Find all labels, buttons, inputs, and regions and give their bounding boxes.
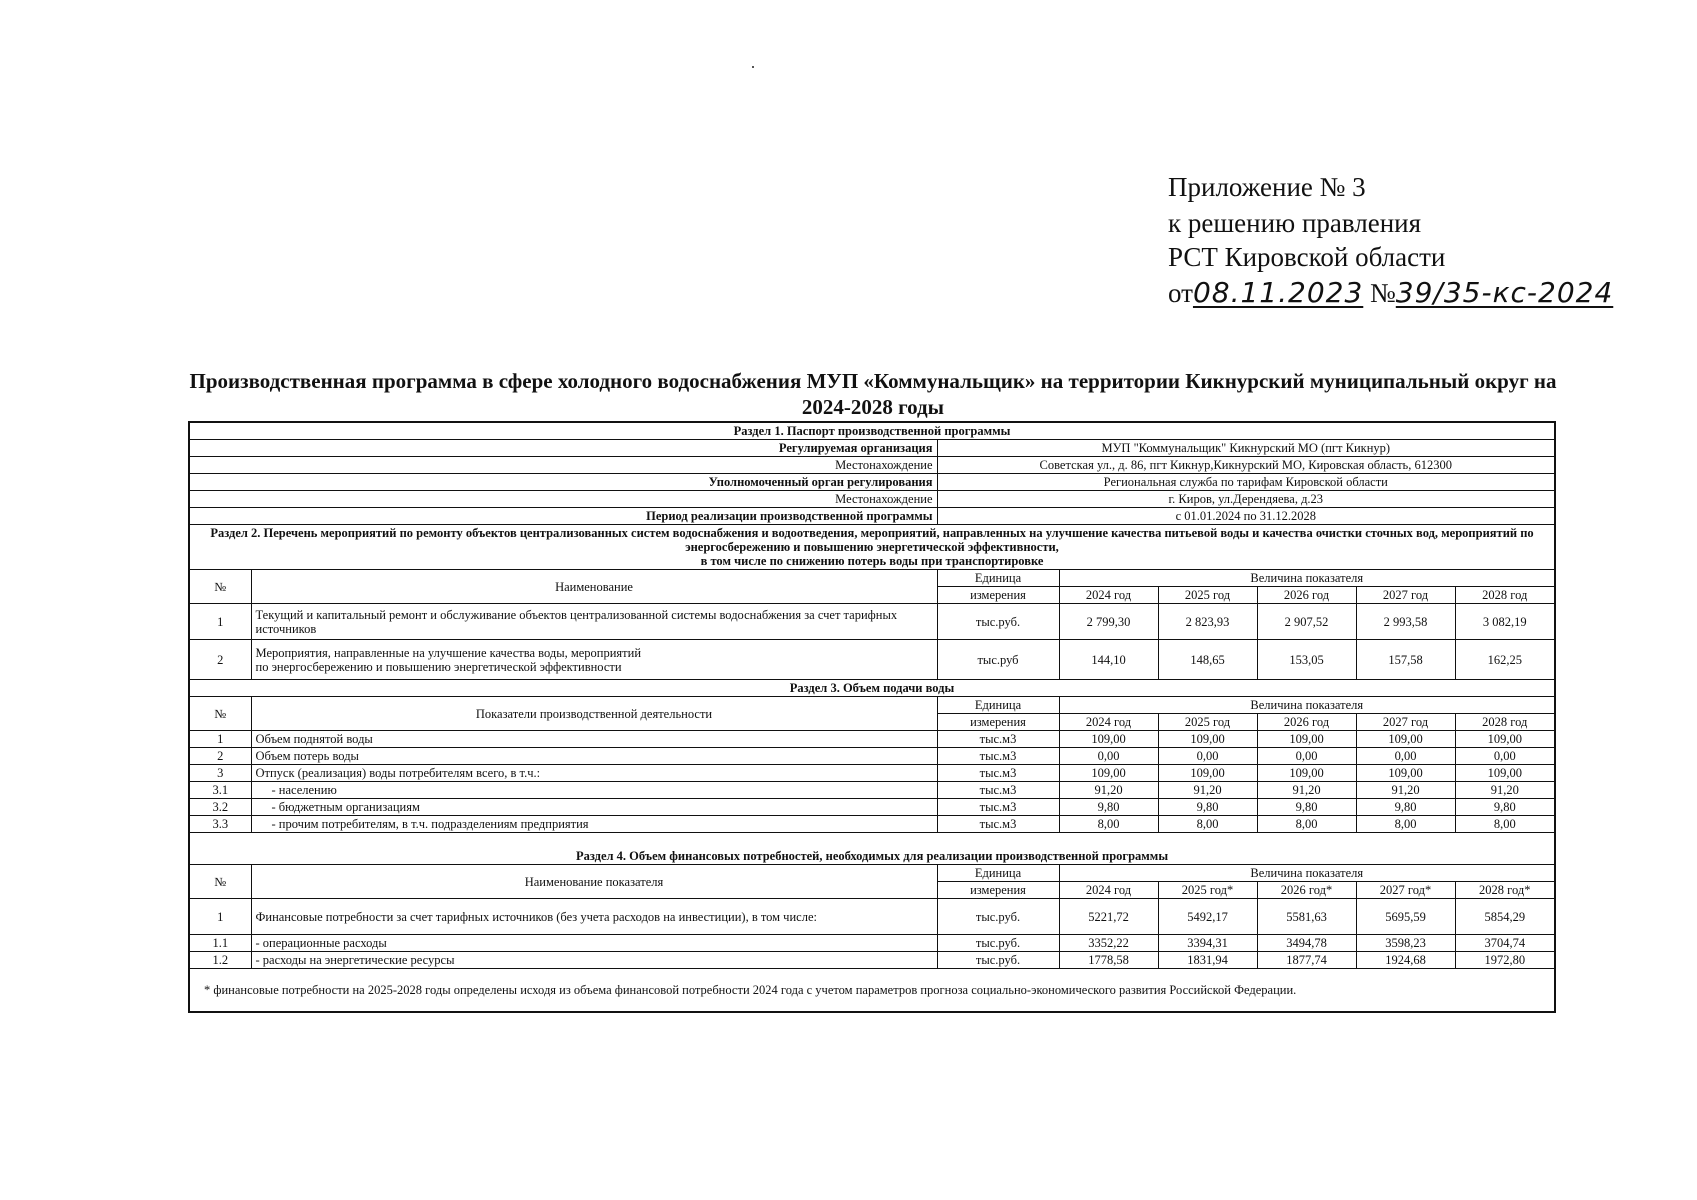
row-name: Финансовые потребности за счет тарифных источников (без учета расходов на инвестиции), в том числе:	[251, 899, 937, 935]
row-value: 2 907,52	[1257, 604, 1356, 640]
passport-label: Местонахождение	[189, 457, 937, 474]
table-row	[189, 640, 1555, 680]
row-num: 1.1	[189, 935, 251, 952]
row-value: 109,00	[1356, 731, 1455, 748]
table-row	[189, 782, 1555, 799]
row-value: 144,10	[1059, 640, 1158, 680]
table-row	[189, 799, 1555, 816]
row-name: - бюджетным организациям	[251, 799, 937, 816]
row-name: - прочим потребителям, в т.ч. подразделениям предприятия	[251, 816, 937, 833]
table-row	[189, 816, 1555, 833]
row-unit: тыс.руб.	[937, 899, 1059, 935]
row-unit: тыс.руб.	[937, 604, 1059, 640]
table-row	[189, 935, 1555, 952]
year-header: 2024 год	[1059, 714, 1158, 731]
row-value: 0,00	[1059, 748, 1158, 765]
col-num-header: №	[189, 865, 251, 899]
row-value: 9,80	[1257, 799, 1356, 816]
row-unit: тыс.м3	[937, 765, 1059, 782]
section2-title	[189, 525, 1555, 570]
row-value: 0,00	[1356, 748, 1455, 765]
row-value: 109,00	[1158, 765, 1257, 782]
row-num: 3.2	[189, 799, 251, 816]
from-prefix: от	[1168, 278, 1193, 308]
year-header: 2027 год	[1356, 587, 1455, 604]
passport-row	[189, 457, 1555, 474]
row-value: 109,00	[1059, 765, 1158, 782]
row-value: 109,00	[1356, 765, 1455, 782]
section4-title: Раздел 4. Объем финансовых потребностей, необходимых для реализации производственной программы	[189, 833, 1555, 865]
passport-value: Региональная служба по тарифам Кировской области	[937, 474, 1555, 491]
row-value: 157,58	[1356, 640, 1455, 680]
col-name-header: Наименование показателя	[251, 865, 937, 899]
row-value: 109,00	[1059, 731, 1158, 748]
footnote: * финансовые потребности на 2025-2028 годы определены исходя из объема финансовой потребности 2024 года с учетом параметров прогноза социально-экономического развития Российской Федерации.	[189, 969, 1555, 1013]
col-unit-header-1: Единица	[937, 865, 1059, 882]
row-num: 1	[189, 731, 251, 748]
row-num: 3.3	[189, 816, 251, 833]
table-row	[189, 731, 1555, 748]
passport-value: МУП "Коммунальщик" Кикнурский МО (пгт Кикнур)	[937, 440, 1555, 457]
row-value: 0,00	[1455, 748, 1555, 765]
row-value: 91,20	[1158, 782, 1257, 799]
col-name-header: Наименование	[251, 570, 937, 604]
passport-label: Регулируемая организация	[189, 440, 937, 457]
row-value: 1831,94	[1158, 952, 1257, 969]
section2-title-line2: в том числе по снижению потерь воды при транспортировке	[700, 554, 1044, 568]
col-unit-header-1: Единица	[937, 570, 1059, 587]
handwritten-number: 39/35-кс-2024	[1395, 276, 1614, 309]
row-value: 148,65	[1158, 640, 1257, 680]
row-unit: тыс.руб.	[937, 935, 1059, 952]
row-value: 153,05	[1257, 640, 1356, 680]
row-value: 3598,23	[1356, 935, 1455, 952]
col-unit-header-2: измерения	[937, 587, 1059, 604]
appendix-date-line	[1168, 276, 1613, 310]
row-name: Текущий и капитальный ремонт и обслуживание объектов централизованной системы водоснабжения за счет тарифных источников	[251, 604, 937, 640]
row-unit: тыс.руб.	[937, 952, 1059, 969]
row-name-line1: Мероприятия, направленные на улучшение качества воды, мероприятий	[255, 645, 642, 660]
row-value: 3494,78	[1257, 935, 1356, 952]
col-value-group-header: Величина показателя	[1059, 697, 1555, 714]
row-value: 9,80	[1059, 799, 1158, 816]
production-program-table	[188, 421, 1556, 1013]
col-name-header: Показатели производственной деятельности	[251, 697, 937, 731]
row-value: 109,00	[1257, 765, 1356, 782]
row-value: 2 799,30	[1059, 604, 1158, 640]
passport-row	[189, 491, 1555, 508]
row-value: 8,00	[1257, 816, 1356, 833]
col-unit-header-2: измерения	[937, 882, 1059, 899]
table-row	[189, 604, 1555, 640]
year-header: 2025 год*	[1158, 882, 1257, 899]
row-name	[251, 640, 937, 680]
year-header: 2025 год	[1158, 587, 1257, 604]
row-value: 0,00	[1158, 748, 1257, 765]
row-value: 3394,31	[1158, 935, 1257, 952]
passport-row	[189, 440, 1555, 457]
row-unit: тыс.руб	[937, 640, 1059, 680]
section4-header	[189, 865, 1555, 882]
row-value: 91,20	[1059, 782, 1158, 799]
row-value: 162,25	[1455, 640, 1555, 680]
row-unit: тыс.м3	[937, 731, 1059, 748]
row-num: 2	[189, 640, 251, 680]
row-value: 91,20	[1455, 782, 1555, 799]
row-unit: тыс.м3	[937, 748, 1059, 765]
section3-header	[189, 697, 1555, 714]
row-name-line2: по энергосбережению и повышению энергетической эффективности	[255, 659, 622, 674]
row-value: 5695,59	[1356, 899, 1455, 935]
row-num: 1	[189, 899, 251, 935]
passport-value: Советская ул., д. 86, пгт Кикнур,Кикнурский МО, Кировская область, 612300	[937, 457, 1555, 474]
section2-header	[189, 570, 1555, 587]
row-value: 0,00	[1257, 748, 1356, 765]
row-value: 91,20	[1356, 782, 1455, 799]
year-header: 2028 год*	[1455, 882, 1555, 899]
row-value: 5221,72	[1059, 899, 1158, 935]
row-name: - населению	[251, 782, 937, 799]
appendix-line3: РСТ Кировской области	[1168, 242, 1446, 272]
appendix-block	[1168, 170, 1613, 310]
year-header: 2028 год	[1455, 714, 1555, 731]
row-value: 8,00	[1455, 816, 1555, 833]
section2-title-text: Раздел 2. Перечень мероприятий по ремонту объектов централизованных систем водоснабжения и водоотведения, мероприятий, направленных на улучшение качества питьевой воды и качества очистки сточных вод, мероприятий по энергосбережению и повышению энергетической эффективности,	[210, 526, 1534, 554]
row-value: 9,80	[1455, 799, 1555, 816]
row-value: 109,00	[1455, 731, 1555, 748]
row-value: 109,00	[1455, 765, 1555, 782]
passport-value: с 01.01.2024 по 31.12.2028	[937, 508, 1555, 525]
table-row	[189, 952, 1555, 969]
section1-title: Раздел 1. Паспорт производственной программы	[189, 422, 1555, 440]
row-value: 109,00	[1257, 731, 1356, 748]
row-value: 3704,74	[1455, 935, 1555, 952]
year-header: 2027 год	[1356, 714, 1455, 731]
row-name: Объем потерь воды	[251, 748, 937, 765]
col-value-group-header: Величина показателя	[1059, 865, 1555, 882]
year-header: 2026 год*	[1257, 882, 1356, 899]
row-value: 5854,29	[1455, 899, 1555, 935]
row-value: 8,00	[1059, 816, 1158, 833]
passport-label: Период реализации производственной программы	[189, 508, 937, 525]
row-num: 1.2	[189, 952, 251, 969]
document-title: Производственная программа в сфере холодного водоснабжения МУП «Коммунальщик» на территории Кикнурский муниципальный округ на 2024-2028 годы	[189, 369, 1557, 419]
row-num: 2	[189, 748, 251, 765]
number-prefix: №	[1370, 278, 1396, 308]
row-value: 9,80	[1356, 799, 1455, 816]
row-value: 5492,17	[1158, 899, 1257, 935]
row-value: 3 082,19	[1455, 604, 1555, 640]
col-unit-header-2: измерения	[937, 714, 1059, 731]
row-name: Объем поднятой воды	[251, 731, 937, 748]
passport-row	[189, 474, 1555, 491]
passport-label: Уполномоченный орган регулирования	[189, 474, 937, 491]
row-value: 91,20	[1257, 782, 1356, 799]
row-num: 1	[189, 604, 251, 640]
table-row	[189, 748, 1555, 765]
row-name: Отпуск (реализация) воды потребителям всего, в т.ч.:	[251, 765, 937, 782]
row-num: 3.1	[189, 782, 251, 799]
row-value: 109,00	[1158, 731, 1257, 748]
row-value: 2 993,58	[1356, 604, 1455, 640]
row-value: 3352,22	[1059, 935, 1158, 952]
row-name: - операционные расходы	[251, 935, 937, 952]
row-value: 5581,63	[1257, 899, 1356, 935]
col-unit-header-1: Единица	[937, 697, 1059, 714]
row-value: 9,80	[1158, 799, 1257, 816]
year-header: 2024 год	[1059, 587, 1158, 604]
year-header: 2025 год	[1158, 714, 1257, 731]
passport-label: Местонахождение	[189, 491, 937, 508]
row-value: 8,00	[1158, 816, 1257, 833]
appendix-title: Приложение № 3	[1168, 172, 1366, 202]
handwritten-date: 08.11.2023	[1192, 276, 1364, 309]
table-row	[189, 899, 1555, 935]
row-name: - расходы на энергетические ресурсы	[251, 952, 937, 969]
row-num: 3	[189, 765, 251, 782]
appendix-line2: к решению правления	[1168, 208, 1422, 238]
scan-dot	[752, 66, 754, 68]
row-value: 1972,80	[1455, 952, 1555, 969]
row-value: 1877,74	[1257, 952, 1356, 969]
year-header: 2026 год	[1257, 587, 1356, 604]
row-unit: тыс.м3	[937, 782, 1059, 799]
row-value: 1778,58	[1059, 952, 1158, 969]
row-value: 8,00	[1356, 816, 1455, 833]
col-value-group-header: Величина показателя	[1059, 570, 1555, 587]
col-num-header: №	[189, 570, 251, 604]
year-header: 2027 год*	[1356, 882, 1455, 899]
passport-value: г. Киров, ул.Дерендяева, д.23	[937, 491, 1555, 508]
year-header: 2028 год	[1455, 587, 1555, 604]
row-value: 2 823,93	[1158, 604, 1257, 640]
section3-title: Раздел 3. Объем подачи воды	[189, 680, 1555, 697]
year-header: 2024 год	[1059, 882, 1158, 899]
row-unit: тыс.м3	[937, 799, 1059, 816]
row-unit: тыс.м3	[937, 816, 1059, 833]
year-header: 2026 год	[1257, 714, 1356, 731]
row-value: 1924,68	[1356, 952, 1455, 969]
table-row	[189, 765, 1555, 782]
col-num-header: №	[189, 697, 251, 731]
passport-row	[189, 508, 1555, 525]
